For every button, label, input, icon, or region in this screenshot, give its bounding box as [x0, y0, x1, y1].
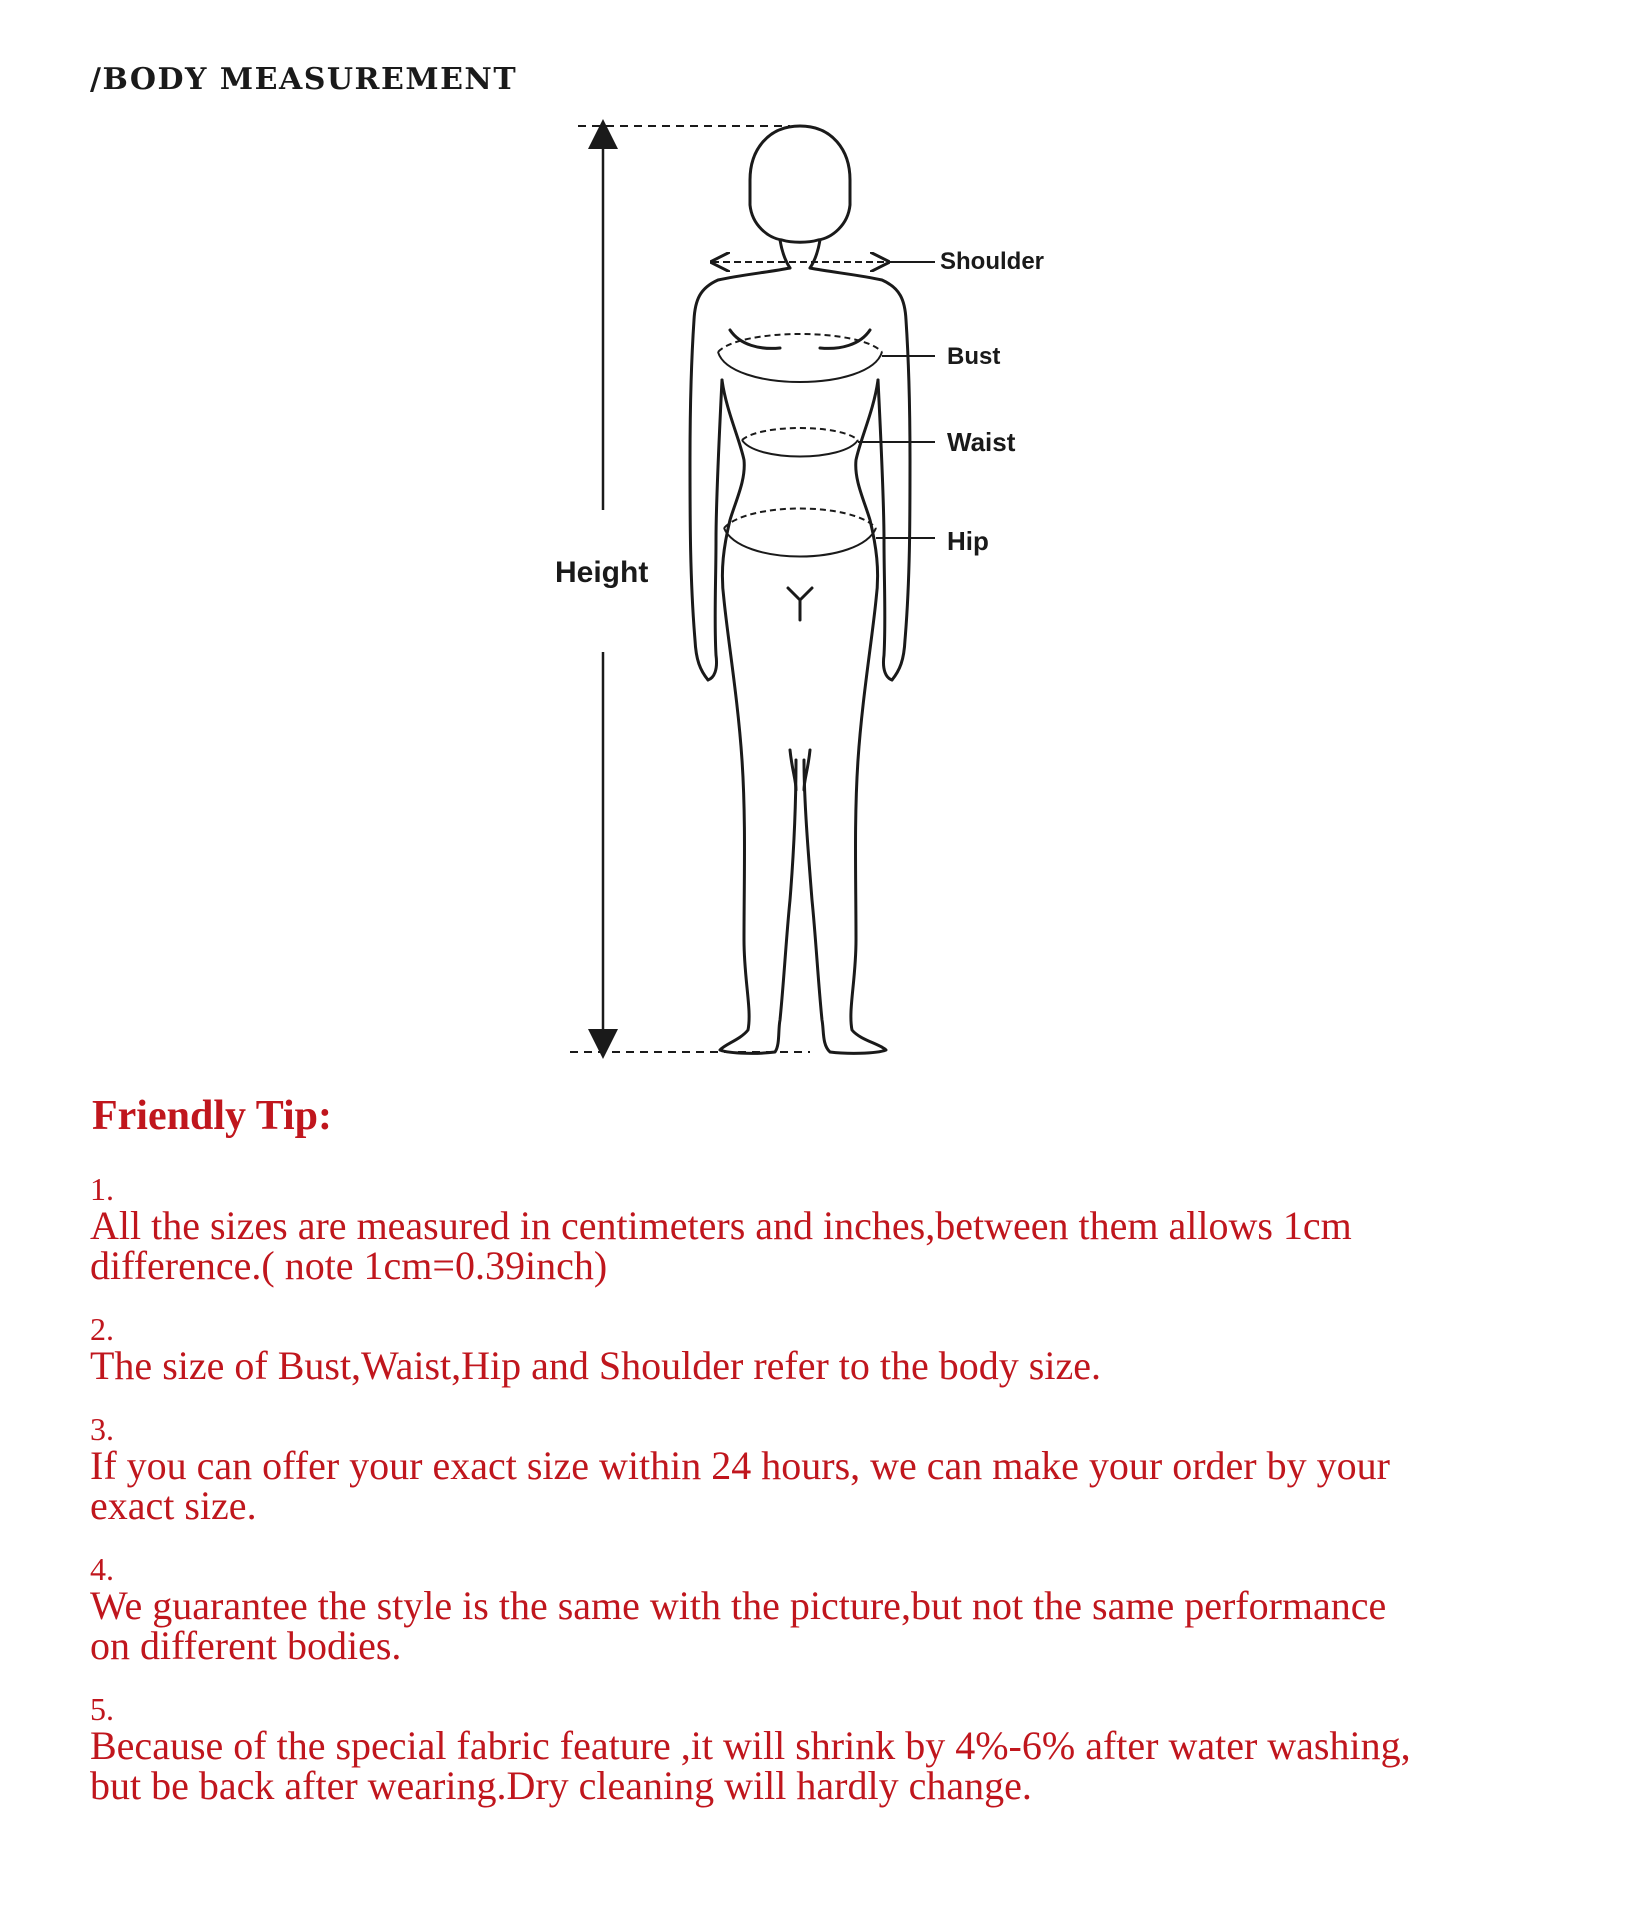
tip-text: The size of Bust,Waist,Hip and Shoulder refer to the body size.	[90, 1343, 1101, 1388]
tip-item	[90, 1172, 1590, 1286]
measurement-rings	[718, 334, 882, 557]
tip-number: 2.	[90, 1311, 114, 1347]
tip-number: 5.	[90, 1691, 114, 1727]
label-waist: Waist	[947, 427, 1016, 457]
tip-text: We guarantee the style is the same with the picture,but not the same performance on different bodies.	[90, 1583, 1387, 1668]
friendly-tip-heading: Friendly Tip:	[92, 1093, 333, 1139]
hip-ring-front	[724, 528, 876, 557]
tip-item	[90, 1312, 1590, 1386]
tip-text: All the sizes are measured in centimeters and inches,between them allows 1cm difference.( note 1cm=0.39inch)	[90, 1203, 1352, 1288]
label-bust: Bust	[947, 343, 1001, 370]
friendly-tip-list	[90, 1172, 1590, 1832]
tip-item	[90, 1552, 1590, 1666]
tip-item	[90, 1412, 1590, 1526]
hip-ring-back	[724, 509, 876, 529]
tip-item	[90, 1692, 1590, 1806]
tip-number: 4.	[90, 1551, 114, 1587]
label-hip: Hip	[947, 526, 989, 556]
bust-ring-front	[718, 352, 882, 382]
tip-text: Because of the special fabric feature ,it will shrink by 4%-6% after water washing, but be back after wearing.Dry cleaning will hardly change.	[90, 1723, 1411, 1808]
tip-number: 1.	[90, 1171, 114, 1207]
waist-ring-front	[742, 440, 858, 457]
label-shoulder: Shoulder	[940, 248, 1045, 275]
label-height: Height	[555, 556, 649, 589]
tip-number: 3.	[90, 1411, 114, 1447]
tip-text: If you can offer your exact size within 24 hours, we can make your order by your exact size.	[90, 1443, 1390, 1528]
section-title: /BODY MEASUREMENT	[90, 62, 518, 97]
waist-ring-back	[742, 428, 858, 440]
body-silhouette	[690, 126, 910, 1053]
